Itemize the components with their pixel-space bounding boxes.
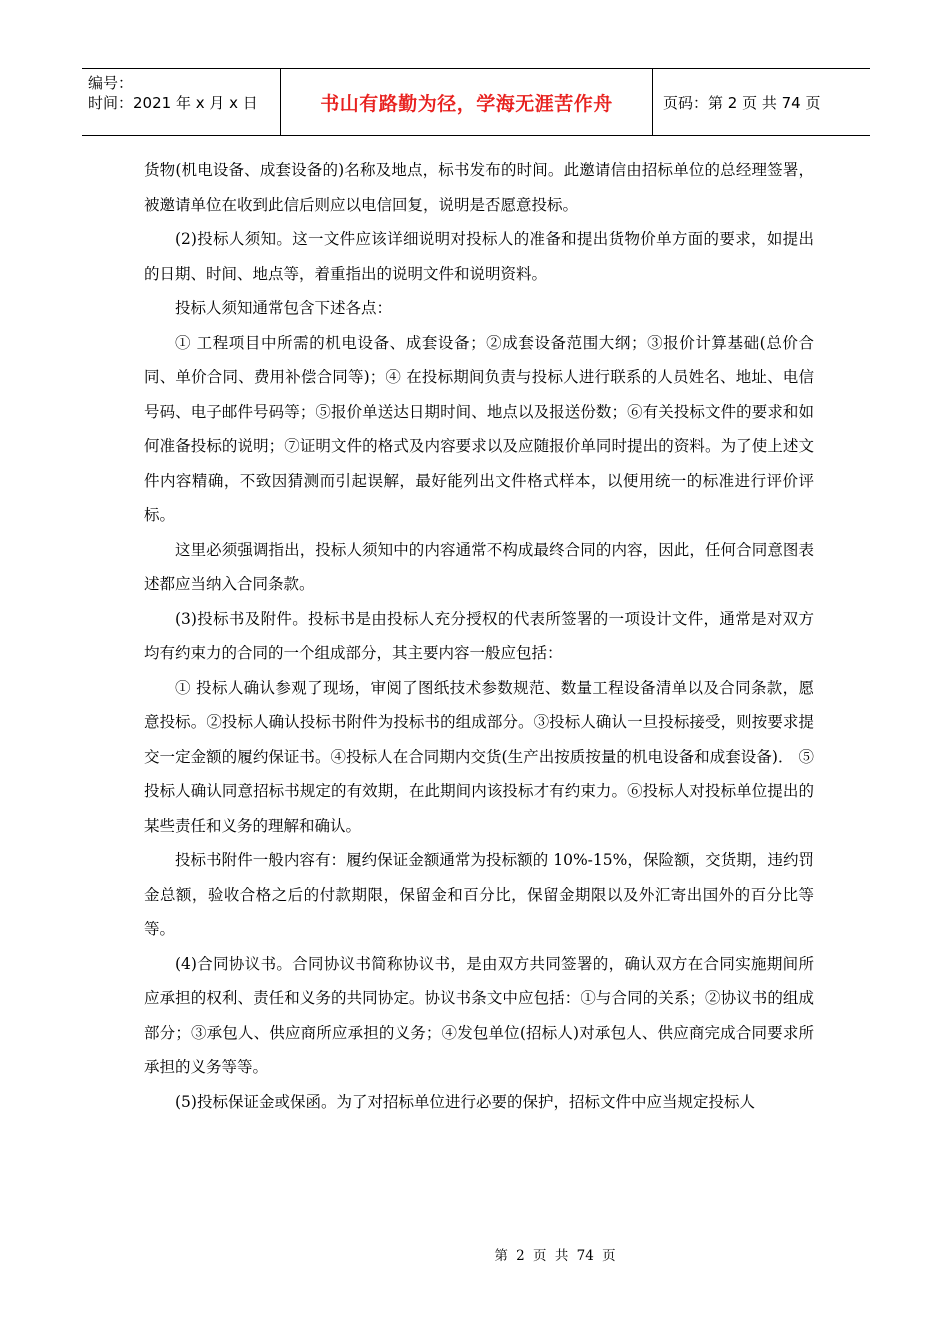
paragraph: ① 工程项目中所需的机电设备、成套设备；②成套设备范围大纲；③报价计算基础(总价合同、单价合同、费用补偿合同等)；④ 在投标期间负责与投标人进行联系的人员姓名、地址、电信号码、电子邮件号码等；⑤报价单送达日期时间、地点以及报送份数；⑥有关投标文件的要求和如何准备投标的说明；⑦证明文件的格式及内容要求以及应随报价单同时提出的资料。为了使上述文件内容精确，不致因猜测而引起误解，最好能列出文件格式样本，以便用统一的标准进行评价评标。 bbox=[144, 333, 814, 524]
paragraph: (2)投标人须知。这一文件应该详细说明对投标人的准备和提出货物价单方面的要求，如提出的日期、时间、地点等，着重指出的说明文件和说明资料。 bbox=[144, 230, 814, 283]
paragraph: (5)投标保证金或保函。为了对招标单位进行必要的保护，招标文件中应当规定投标人 bbox=[175, 1092, 755, 1111]
paragraph: 这里必须强调指出，投标人须知中的内容通常不构成最终合同的内容，因此，任何合同意图表述都应当纳入合同条款。 bbox=[144, 540, 814, 593]
document-body bbox=[144, 153, 814, 1119]
header-page-info: 页码：第 2 页 共 74 页 bbox=[663, 93, 821, 112]
paragraph: 投标人须知通常包含下述各点： bbox=[175, 299, 393, 317]
paragraph: ① 投标人确认参观了现场，审阅了图纸技术参数规范、数量工程设备清单以及合同条款，愿意投标。②投标人确认投标书附件为投标书的组成部分。③投标人确认一旦投标接受，则按要求提交一定金额的履约保证书。④投标人在合同期内交货(生产出按质按量的机电设备和成套设备)． ⑤ 投标人确认同意招标书规定的有效期，在此期间内该投标才有约束力。⑥投标人对投标单位提出的某些责任和义务的理解和确认。 bbox=[144, 678, 814, 835]
paragraph: 货物(机电设备、成套设备的)名称及地点，标书发布的时间。此邀请信由招标单位的总经理签署，被邀请单位在收到此信后则应以电信回复，说明是否愿意投标。 bbox=[144, 161, 814, 214]
header-motto: 书山有路勤为径，学海无涯苦作舟 bbox=[281, 69, 653, 135]
paragraph: (3)投标书及附件。投标书是由投标人充分授权的代表所签署的一项设计文件，通常是对双方均有约束力的合同的一个组成部分，其主要内容一般应包括： bbox=[144, 609, 814, 662]
paragraph: 投标书附件一般内容有：履约保证金额通常为投标额的 10%-15%，保险额，交货期，违约罚金总额，验收合格之后的付款期限，保留金和百分比，保留金期限以及外汇寄出国外的百分比等等。 bbox=[144, 851, 814, 938]
header-meta bbox=[82, 69, 281, 135]
page-footer: 第 2 页 共 74 页 bbox=[494, 1248, 616, 1264]
document-number-label: 编号： bbox=[88, 74, 134, 92]
paragraph: (4)合同协议书。合同协议书简称协议书，是由双方共同签署的，确认双方在合同实施期间所应承担的权利、责任和义务的共同协定。协议书条文中应包括：①与合同的关系；②协议书的组成部分；③承包人、供应商所应承担的义务；④发包单位(招标人)对承包人、供应商完成合同要求所承担的义务等等。 bbox=[144, 954, 814, 1076]
document-time-label: 时间：2021 年 x 月 x 日 bbox=[88, 94, 258, 112]
page-header bbox=[82, 68, 870, 136]
